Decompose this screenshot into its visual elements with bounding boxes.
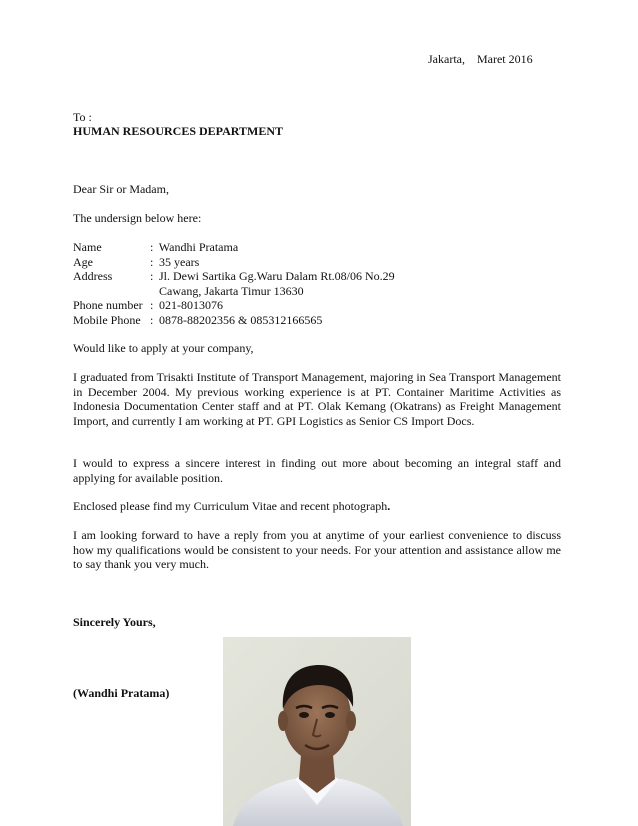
applicant-photo xyxy=(223,637,411,826)
interest-paragraph: I would to express a sincere interest in finding out more about becoming an integral staff and applying for available position. xyxy=(73,456,561,485)
detail-row-age: Age : 35 years xyxy=(73,254,200,269)
detail-row-name: Name : Wandhi Pratama xyxy=(73,240,239,254)
enclosed-text: Enclosed please find my Curriculum Vitae and recent photograph xyxy=(73,499,388,513)
enclosed-period: . xyxy=(387,499,391,513)
detail-row-address-cont xyxy=(73,284,493,299)
detail-value: 021-8013076 xyxy=(159,298,223,312)
date-city: Jakarta, xyxy=(428,52,465,66)
apply-paragraph: Would like to apply at your company, xyxy=(73,341,254,355)
salutation: Dear Sir or Madam, xyxy=(73,182,169,196)
closing-request-paragraph: I am looking forward to have a reply from you at anytime of your earliest convenience to discuss how my qualifications would be consistent to your needs. For your attention and assistance allow me to say thank you very much. xyxy=(73,528,561,571)
signature-name: (Wandhi Pratama) xyxy=(73,686,170,700)
detail-row-mobile: Mobile Phone : 0878-88202356 & 085312166565 xyxy=(73,312,323,327)
detail-label: Phone number xyxy=(73,298,143,312)
detail-label: Mobile Phone xyxy=(73,312,141,327)
detail-value: Cawang, Jakarta Timur 13630 xyxy=(159,283,304,298)
detail-value: 0878-88202356 & 085312166565 xyxy=(159,312,323,327)
recipient-department: HUMAN RESOURCES DEPARTMENT xyxy=(73,124,284,138)
detail-label: Age xyxy=(73,254,93,269)
intro-line: The undersign below here: xyxy=(73,211,202,225)
background-paragraph: I graduated from Trisakti Institute of Transport Management, majoring in Sea Transport Management in December 2004. My previous working experience is at PT. Container Maritime Activities as Indonesia Documentation Center staff and at PT. Olak Kemang (Okatrans) as Freight Management Import, and currently I am working at PT. GPI Logistics as Senior CS Import Docs. xyxy=(73,370,561,428)
applicant-details xyxy=(73,240,493,327)
detail-value: 35 years xyxy=(159,254,200,269)
enclosed-paragraph xyxy=(73,499,561,514)
date-value: Maret 2016 xyxy=(476,52,533,66)
letter-date xyxy=(428,52,533,67)
detail-value: Wandhi Pratama xyxy=(158,240,239,254)
detail-value: Jl. Dewi Sartika Gg.Waru Dalam Rt.08/06 No.29 xyxy=(159,269,395,283)
detail-label: Address xyxy=(73,269,113,283)
detail-row-phone: Phone number : 021-8013076 xyxy=(73,298,223,312)
to-label: To : xyxy=(73,110,92,124)
detail-row-address: Address : Jl. Dewi Sartika Gg.Waru Dalam Rt.08/06 No.29 xyxy=(73,269,395,283)
detail-label: Name xyxy=(73,240,102,254)
closing-phrase: Sincerely Yours, xyxy=(73,615,156,629)
